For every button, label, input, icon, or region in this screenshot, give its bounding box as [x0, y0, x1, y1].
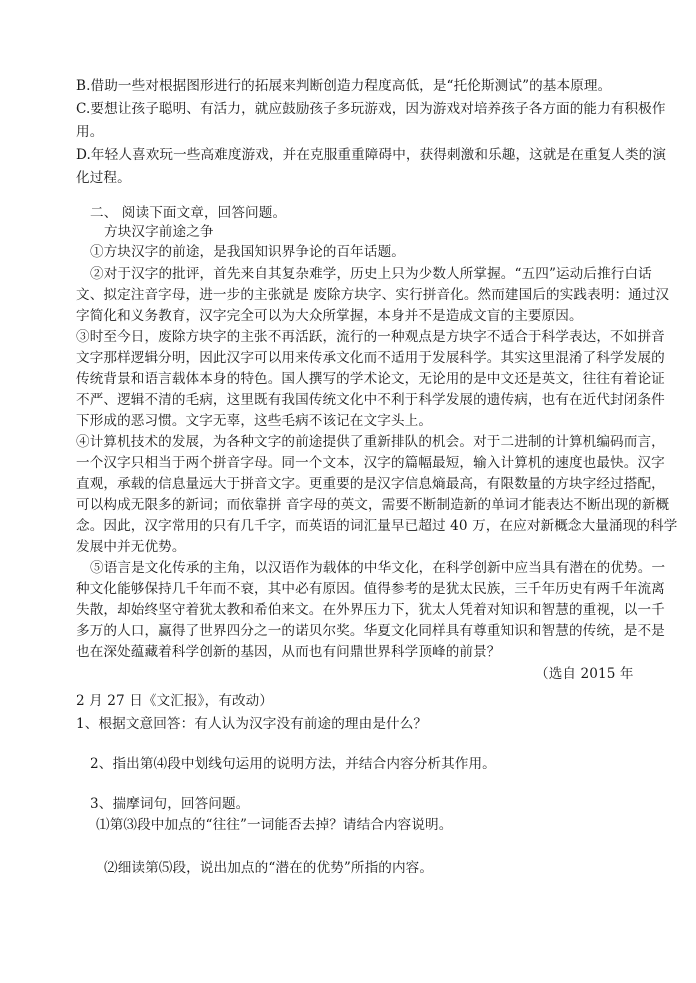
question-1: 1、根据文意回答：有人认为汉字没有前途的理由是什么？	[76, 716, 428, 732]
question-3-sub-1: ⑴第⑶段中加点的“往往”一词能否去掉？请结合内容说明。	[96, 817, 453, 833]
paragraph-3-line-2: 文字那样逻辑分明，因此汉字可以用来传承文化而不适用于发展科学。其实这里混淆了科学发展的	[76, 350, 665, 366]
question-2: 2、指出第⑷段中划线句运用的说明方法，并结合内容分析其作用。	[90, 756, 496, 772]
option-c-line-1: C.要想让孩子聪明、有活力，就应鼓励孩子多玩游戏，因为游戏对培养孩子各方面的能力有积极作	[76, 101, 666, 117]
option-d-line-2: 化过程。	[76, 170, 131, 186]
paragraph-2-line-2: 文、拟定注音字母，进一步的主张就是 废除方块字、实行拼音化。然而建国后的实践表明：通过汉	[76, 287, 670, 303]
paragraph-3-line-3: 传统背景和语言载体本身的特色。国人撰写的学术论文，无论用的是中文还是英文，往往有着论证	[76, 371, 665, 387]
section-heading: 二、 阅读下面文章，回答问题。	[90, 205, 287, 221]
paragraph-1: ①方块汉字的前途，是我国知识界争论的百年话题。	[90, 244, 405, 260]
option-b: B.借助一些对根据图形进行的拓展来判断创造力程度高低，是“托伦斯测试”的基本原理。	[76, 78, 612, 94]
paragraph-4-line-1: ④计算机技术的发展，为各种文字的前途提供了重新排队的机会。对于二进制的计算机编码而言，	[76, 434, 665, 450]
option-c-line-2: 用。	[76, 124, 104, 140]
paragraph-5-line-2: 种文化能够保持几千年而不衰，其中必有原因。值得参考的是犹太民族，三千年历史有两千年流离	[76, 581, 665, 597]
paragraph-4-line-3: 直观，承载的信息量远大于拼音文字。更重要的是汉字信息熵最高，有限数量的方块字经过搭配，	[76, 476, 665, 492]
paragraph-4-line-5: 念。因此，汉字常用的只有几千字，而英语的词汇量早已超过 40 万，在应对新概念大量涌现的科学	[76, 518, 678, 534]
paragraph-5-line-3: 失散，却始终坚守着犹太教和希伯来文。在外界压力下，犹太人凭着对知识和智慧的重视，以一千	[76, 602, 665, 618]
paragraph-4-line-4: 可以构成无限多的新词；而依靠拼 音字母的英文，需要不断制造新的单词才能表达不断出现的新概	[76, 497, 670, 513]
article-title: 方块汉字前途之争	[104, 224, 214, 240]
source-line-1: （选自 2015 年	[535, 666, 634, 682]
paragraph-5-line-4: 多万的人口，赢得了世界四分之一的诺贝尔奖。华夏文化同样具有尊重知识和智慧的传统，是不是	[76, 623, 665, 639]
paragraph-3-line-5: 下形成的恶习惯。文字无辜，这些毛病不该记在文字头上。	[76, 413, 433, 429]
paragraph-5-line-1: ⑤语言是文化传承的主角，以汉语作为载体的中华文化，在科学创新中应当具有潜在的优势。一	[90, 560, 666, 576]
question-3-sub-2: ⑵细读第⑸段，说出加点的“潜在的优势”所指的内容。	[104, 860, 434, 876]
paragraph-3-line-1: ③时至今日，废除方块字的主张不再活跃，流行的一种观点是方块字不适合于科学表达，不如拼音	[76, 329, 665, 345]
paragraph-4-line-2: 一个汉字只相当于两个拼音字母。同一个文本，汉字的篇幅最短，输入计算机的速度也最快。汉字	[76, 455, 665, 471]
paragraph-2-line-1: ②对于汉字的批评，首先来自其复杂难学，历史上只为少数人所掌握。“五四”运动后推行白话	[90, 266, 652, 282]
source-line-2: 2 月 27 日《文汇报》，有改动）	[76, 693, 274, 709]
paragraph-2-line-3: 字简化和义务教育，汉字完全可以为大众所掌握，本身并不是造成文盲的主要原因。	[76, 308, 583, 324]
paragraph-5-line-5: 也在深处蕴藏着科学创新的基因，从而也有问鼎世界科学顶峰的前景？	[76, 644, 501, 660]
paragraph-3-line-4: 不严、逻辑不清的毛病，这里既有我国传统文化中不利于科学发展的遗传病，也有在近代封闭条件	[76, 392, 665, 408]
question-3: 3、揣摩词句，回答问题。	[90, 796, 250, 812]
paragraph-4-line-6: 发展中并无优势。	[76, 539, 186, 555]
option-d-line-1: D.年轻人喜欢玩一些高难度游戏，并在克服重重障碍中，获得刺激和乐趣，这就是在重复人类的演	[76, 147, 667, 163]
